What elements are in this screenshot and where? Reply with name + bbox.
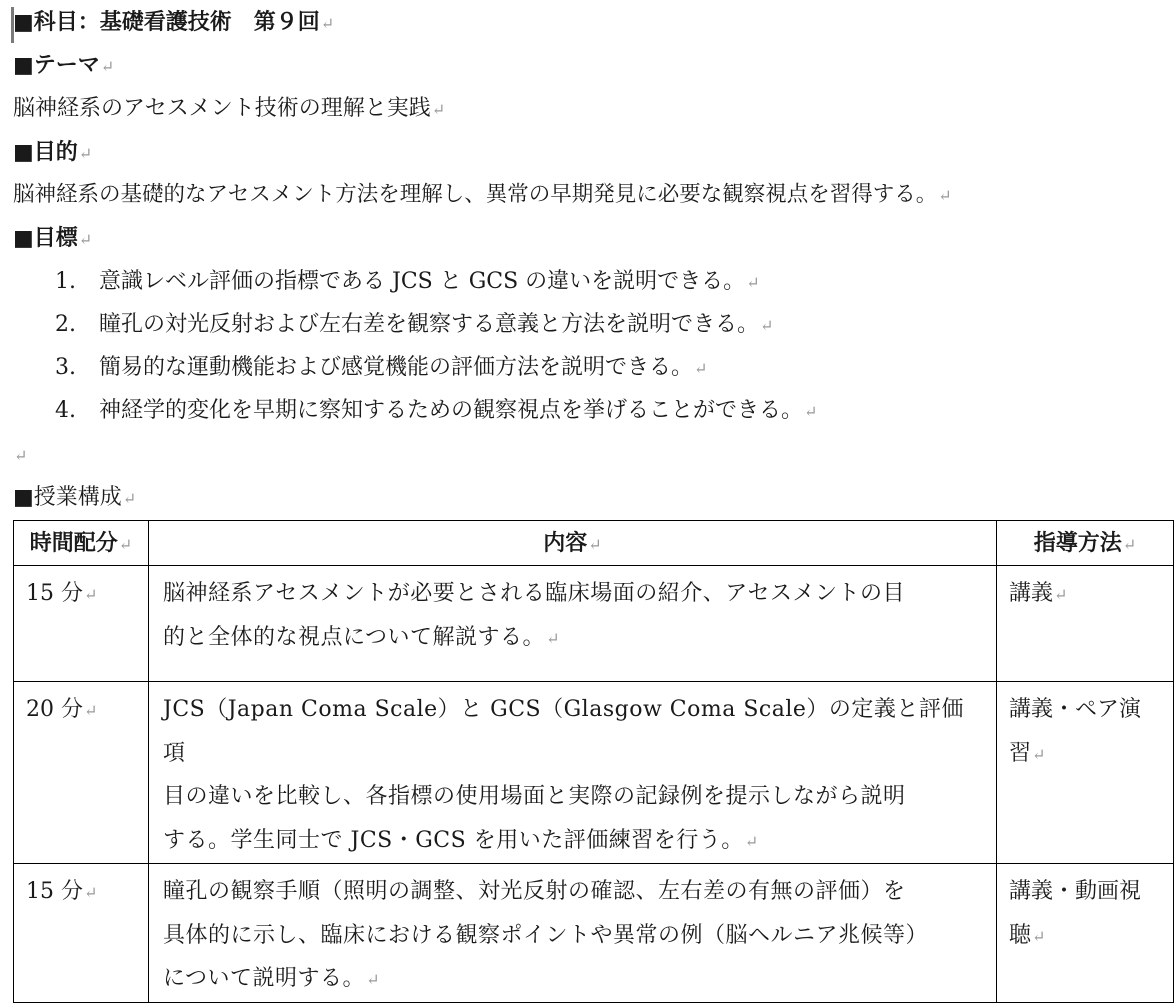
column-divider [148, 913, 149, 921]
goal-text: 神経学的変化を早期に察知するための観察視点を挙げることができる。 [99, 398, 804, 423]
goal-number: 1. [55, 269, 76, 294]
paragraph-mark-icon: ↵ [14, 446, 28, 465]
paragraph-mark-icon: ↵ [320, 14, 335, 33]
table-row [14, 864, 1174, 1003]
paragraph-mark-icon: ↵ [431, 100, 446, 119]
content-line: 目の違いを比較し、各指標の使用場面と実際の記録例を提示しながら説明 [163, 784, 906, 809]
method-cell [997, 566, 1174, 682]
goals-heading [13, 224, 92, 254]
content-line: JCS（Japan Coma Scale）と GCS（Glasgow Coma Scale）の定義と評価項 [163, 697, 964, 766]
method-cell [997, 864, 1174, 1003]
schedule-heading-text: ■授業構成 [13, 485, 122, 510]
time-cell [14, 566, 149, 682]
method-line-last [1009, 732, 1161, 777]
paragraph-mark-icon: ↵ [546, 628, 560, 648]
content-cell [149, 566, 997, 682]
content-line: 脳神経系アセスメントが必要とされる臨床場面の紹介、アセスメントの目 [163, 581, 906, 606]
content-line-text: について説明する。 [163, 966, 366, 991]
content-cell [149, 864, 997, 1003]
purpose-heading [13, 138, 92, 168]
goal-item [55, 397, 817, 426]
paragraph-mark-icon: ↵ [1032, 744, 1046, 764]
goals-heading-text: ■目標 [13, 225, 78, 251]
header-time-text: 時間配分 [29, 530, 118, 556]
subject-text: ■科目：基礎看護技術 第９回 [13, 9, 320, 35]
method-cell [997, 682, 1174, 864]
goal-number: 2. [55, 312, 76, 337]
paragraph-mark-icon: ↵ [84, 585, 98, 604]
content-line-text: する。学生同士で JCS・GCS を用いた評価練習を行う。 [163, 827, 744, 853]
goal-text: 瞳孔の対光反射および左右差を観察する意義と方法を説明できる。 [99, 312, 760, 337]
header-content [149, 521, 997, 566]
goal-item [55, 311, 773, 340]
paragraph-mark-icon: ↵ [1032, 926, 1046, 946]
next-row-edge [13, 913, 1174, 921]
content-line-last [163, 819, 984, 864]
theme-heading [13, 51, 114, 81]
paragraph-mark-icon: ↵ [1122, 535, 1137, 554]
header-method-text: 指導方法 [1033, 530, 1122, 556]
paragraph-mark-icon: ↵ [100, 57, 115, 76]
paragraph-mark-icon: ↵ [84, 701, 98, 720]
purpose-body: 脳神経系の基礎的なアセスメント方法を理解し、異常の早期発見に必要な観察視点を習得する。 [13, 182, 938, 207]
goal-text: 意識レベル評価の指標である JCS と GCS の違いを説明できる。 [99, 269, 746, 294]
paragraph-mark-icon: ↵ [78, 144, 93, 163]
content-line-text: 的と全体的な視点について解説する。 [163, 624, 546, 650]
time-text: 15 分 [26, 581, 83, 606]
time-cell [14, 864, 149, 1003]
subject-line [13, 8, 334, 38]
time-cell [14, 682, 149, 864]
content-line-last [163, 957, 984, 1002]
paragraph-mark-icon: ↵ [84, 883, 98, 902]
paragraph-mark-icon: ↵ [746, 273, 760, 292]
paragraph-mark-icon: ↵ [78, 230, 93, 249]
header-method [997, 521, 1174, 566]
purpose-text [13, 181, 952, 210]
goal-number: 3. [55, 355, 76, 380]
paragraph-mark-icon: ↵ [366, 970, 380, 989]
header-time [14, 521, 149, 566]
paragraph-mark-icon: ↵ [588, 535, 602, 554]
table-row [14, 566, 1174, 682]
paragraph-mark-icon: ↵ [1054, 585, 1068, 604]
paragraph-mark-icon: ↵ [122, 489, 137, 508]
method-text: 聴 [1009, 922, 1032, 948]
lesson-plan-table [13, 520, 1174, 1003]
goal-text: 簡易的な運動機能および感覚機能の評価方法を説明できる。 [99, 355, 694, 380]
method-text: 習 [1009, 740, 1032, 766]
column-divider [996, 913, 997, 921]
theme-text [13, 95, 445, 124]
schedule-heading [13, 484, 136, 513]
time-text: 15 分 [26, 879, 83, 904]
paragraph-mark-icon: ↵ [118, 535, 133, 554]
goal-item [55, 354, 707, 383]
header-content-text: 内容 [543, 530, 588, 556]
goal-number: 4. [55, 398, 76, 423]
method-line: 講義・動画視 [1009, 879, 1142, 904]
theme-heading-text: ■テーマ [13, 52, 100, 78]
goal-item [55, 268, 760, 297]
content-cell [149, 682, 997, 864]
paragraph-mark-icon: ↵ [694, 359, 708, 378]
content-line: 瞳孔の観察手順（照明の調整、対光反射の確認、左右差の有無の評価）を [163, 879, 906, 904]
time-text: 20 分 [26, 697, 83, 722]
table-header-row [14, 521, 1174, 566]
content-line: 具体的に示し、臨床における観察ポイントや異常の例（脳ヘルニア兆候等） [163, 922, 929, 948]
table-row [14, 682, 1174, 864]
paragraph-mark-icon: ↵ [938, 186, 952, 205]
method-line: 講義・ペア演 [1009, 697, 1142, 722]
purpose-heading-text: ■目的 [13, 139, 78, 165]
content-line-last [163, 616, 984, 661]
paragraph-mark-icon: ↵ [804, 402, 818, 421]
paragraph-mark-icon: ↵ [760, 316, 774, 335]
paragraph-mark-icon: ↵ [744, 831, 759, 851]
empty-paragraph [13, 441, 27, 470]
theme-body: 脳神経系のアセスメント技術の理解と実践 [13, 96, 431, 121]
method-text: 講義 [1009, 581, 1054, 606]
